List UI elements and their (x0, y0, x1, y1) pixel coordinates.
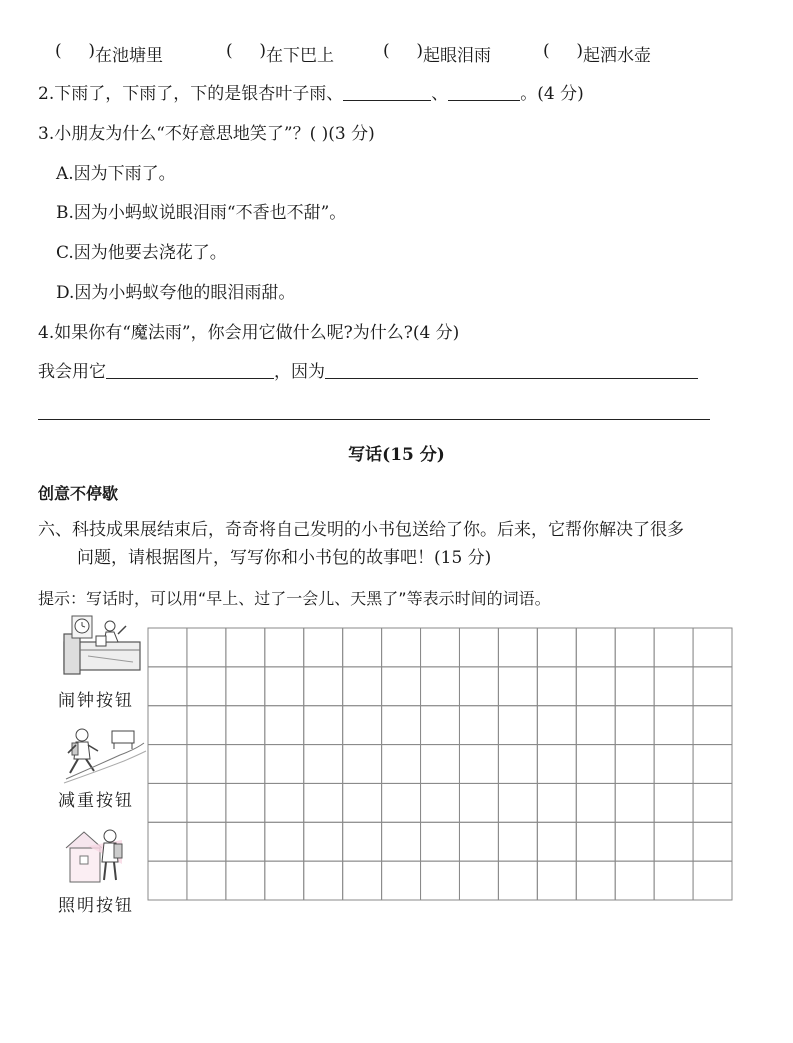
prompt-line-1: 六、科技成果展结束后，奇奇将自己发明的小书包送给了你。后来，它帮你解决了很多 (38, 520, 684, 540)
grid-cell[interactable] (654, 861, 693, 900)
q1-option-3 (383, 41, 491, 66)
grid-cell[interactable] (304, 783, 343, 822)
grid-cell[interactable] (187, 628, 226, 667)
grid-cell[interactable] (615, 745, 654, 784)
answer-line[interactable] (38, 419, 710, 420)
grid-cell[interactable] (693, 667, 732, 706)
grid-cell[interactable] (421, 706, 460, 745)
grid-cell[interactable] (615, 667, 654, 706)
grid-cell[interactable] (382, 667, 421, 706)
grid-cell[interactable] (615, 783, 654, 822)
grid-cell[interactable] (498, 667, 537, 706)
grid-cell[interactable] (459, 783, 498, 822)
grid-cell[interactable] (343, 628, 382, 667)
grid-cell[interactable] (226, 861, 265, 900)
grid-cell[interactable] (187, 783, 226, 822)
grid-cell[interactable] (459, 822, 498, 861)
q1-option-2 (226, 41, 334, 66)
grid-cell[interactable] (693, 783, 732, 822)
prompt-line-2: 问题，请根据图片，写写你和小书包的故事吧！(15 分) (77, 548, 492, 568)
grid-cell[interactable] (187, 706, 226, 745)
grid-cell[interactable] (693, 861, 732, 900)
question-2 (38, 83, 584, 105)
grid-cell[interactable] (226, 783, 265, 822)
answer-paren[interactable]: ( ) (543, 41, 583, 61)
grid-cell[interactable] (576, 861, 615, 900)
question-4: 4.如果你有“魔法雨”，你会用它做什么呢?为什么?(4 分) (38, 323, 460, 343)
grid-cell[interactable] (187, 822, 226, 861)
grid-cell[interactable] (654, 822, 693, 861)
hint: 提示：写话时，可以用“早上、过了一会儿、天黑了”等表示时间的词语。 (38, 589, 551, 608)
grid-cell[interactable] (265, 628, 304, 667)
answer-paren[interactable]: ( ) (226, 41, 266, 61)
grid-cell[interactable] (654, 783, 693, 822)
grid-cell[interactable] (382, 628, 421, 667)
grid-cell[interactable] (265, 667, 304, 706)
grid-cell[interactable] (226, 667, 265, 706)
grid-cell[interactable] (498, 861, 537, 900)
grid-cell[interactable] (187, 667, 226, 706)
grid-cell[interactable] (343, 783, 382, 822)
grid-cell[interactable] (576, 745, 615, 784)
grid-cell[interactable] (304, 667, 343, 706)
grid-cell[interactable] (498, 822, 537, 861)
section-subtitle: 创意不停歇 (38, 484, 119, 503)
grid-cell[interactable] (498, 783, 537, 822)
separator: 、 (431, 84, 449, 104)
option-text: 在池塘里 (95, 46, 163, 66)
section-title: 写话(15 分) (348, 445, 445, 465)
grid-cell[interactable] (343, 745, 382, 784)
grid-cell[interactable] (537, 861, 576, 900)
grid-cell[interactable] (226, 822, 265, 861)
grid-cell[interactable] (537, 706, 576, 745)
grid-cell[interactable] (304, 745, 343, 784)
grid-cell[interactable] (421, 822, 460, 861)
choice-c[interactable]: C.因为他要去浇花了。 (56, 243, 227, 263)
grid-cell[interactable] (537, 783, 576, 822)
grid-cell[interactable] (421, 667, 460, 706)
grid-cell[interactable] (537, 745, 576, 784)
grid-cell[interactable] (343, 667, 382, 706)
grid-cell[interactable] (382, 861, 421, 900)
grid-cell[interactable] (265, 745, 304, 784)
grid-cell[interactable] (615, 628, 654, 667)
grid-cell[interactable] (304, 706, 343, 745)
grid-cell[interactable] (654, 628, 693, 667)
question-2-text: 2.下雨了，下雨了，下的是银杏叶子雨、 (38, 84, 344, 104)
grid-cell[interactable] (226, 706, 265, 745)
grid-cell[interactable] (382, 822, 421, 861)
grid-cell[interactable] (576, 822, 615, 861)
grid-cell[interactable] (537, 822, 576, 861)
grid-cell[interactable] (693, 745, 732, 784)
answer-blank[interactable] (106, 362, 274, 379)
grid-cell[interactable] (693, 706, 732, 745)
grid-cell[interactable] (654, 667, 693, 706)
writing-grid[interactable] (147, 627, 733, 901)
grid-cell[interactable] (498, 706, 537, 745)
q1-option-1 (55, 41, 163, 66)
grid-cell[interactable] (148, 667, 187, 706)
grid-cell[interactable] (148, 745, 187, 784)
answer-blank[interactable] (325, 362, 698, 379)
grid-cell[interactable] (615, 706, 654, 745)
grid-cell[interactable] (576, 783, 615, 822)
grid-cell[interactable] (265, 861, 304, 900)
answer-blank[interactable] (448, 84, 520, 101)
grid-cell[interactable] (459, 861, 498, 900)
grid-cell[interactable] (382, 745, 421, 784)
grid-cell[interactable] (576, 628, 615, 667)
alarm-bed-icon (58, 612, 148, 682)
grid-cell[interactable] (693, 822, 732, 861)
answer-blank[interactable] (343, 84, 431, 101)
option-text: 在下巴上 (266, 46, 334, 66)
grid-cell[interactable] (459, 706, 498, 745)
grid-cell[interactable] (654, 745, 693, 784)
grid-cell[interactable] (615, 861, 654, 900)
grid-cell[interactable] (148, 706, 187, 745)
grid-cell[interactable] (382, 783, 421, 822)
grid-cell[interactable] (187, 861, 226, 900)
picture-label-light: 照明按钮 (58, 896, 134, 916)
grid-cell[interactable] (304, 822, 343, 861)
choice-a[interactable]: A.因为下雨了。 (56, 164, 176, 184)
grid-cell[interactable] (226, 628, 265, 667)
grid-cell[interactable] (226, 745, 265, 784)
grid-cell[interactable] (459, 745, 498, 784)
option-text: 起眼泪雨 (423, 46, 491, 66)
choice-d[interactable]: D.因为小蚂蚁夸他的眼泪雨甜。 (56, 283, 296, 303)
answer-paren[interactable]: ( ) (55, 41, 95, 61)
picture-label-weight: 减重按钮 (58, 791, 134, 811)
grid-cell[interactable] (537, 667, 576, 706)
question-3: 3.小朋友为什么“不好意思地笑了”？( )(3 分) (38, 124, 375, 144)
question-4-answer (38, 361, 698, 383)
answer-paren[interactable]: ( ) (383, 41, 423, 61)
question-2-points: 。(4 分) (520, 84, 584, 104)
grid-cell[interactable] (421, 628, 460, 667)
grid-cell[interactable] (537, 628, 576, 667)
grid-cell[interactable] (148, 783, 187, 822)
house-light-icon (58, 826, 148, 892)
grid-cell[interactable] (576, 706, 615, 745)
running-boy-icon (58, 725, 148, 787)
grid-cell[interactable] (459, 628, 498, 667)
grid-cell[interactable] (459, 667, 498, 706)
picture-label-alarm: 闹钟按钮 (58, 691, 134, 711)
grid-cell[interactable] (148, 861, 187, 900)
grid-cell[interactable] (615, 822, 654, 861)
grid-cell[interactable] (265, 822, 304, 861)
option-text: 起洒水壶 (583, 46, 651, 66)
grid-cell[interactable] (654, 706, 693, 745)
grid-cell[interactable] (693, 628, 732, 667)
grid-cell[interactable] (343, 822, 382, 861)
answer-mid: ，因为 (274, 362, 325, 382)
grid-cell[interactable] (498, 745, 537, 784)
answer-prefix: 我会用它 (38, 362, 106, 382)
grid-cell[interactable] (265, 783, 304, 822)
grid-cell[interactable] (343, 861, 382, 900)
grid-cell[interactable] (421, 861, 460, 900)
grid-cell[interactable] (576, 667, 615, 706)
grid-cell[interactable] (304, 861, 343, 900)
grid-cell[interactable] (498, 628, 537, 667)
choice-b[interactable]: B.因为小蚂蚁说眼泪雨“不香也不甜”。 (56, 203, 347, 223)
grid-cell[interactable] (187, 745, 226, 784)
grid-cell[interactable] (421, 783, 460, 822)
grid-cell[interactable] (304, 628, 343, 667)
grid-cell[interactable] (265, 706, 304, 745)
grid-cell[interactable] (148, 822, 187, 861)
grid-cell[interactable] (421, 745, 460, 784)
grid-cell[interactable] (382, 706, 421, 745)
grid-cell[interactable] (343, 706, 382, 745)
grid-cell[interactable] (148, 628, 187, 667)
q1-option-4 (543, 41, 651, 66)
